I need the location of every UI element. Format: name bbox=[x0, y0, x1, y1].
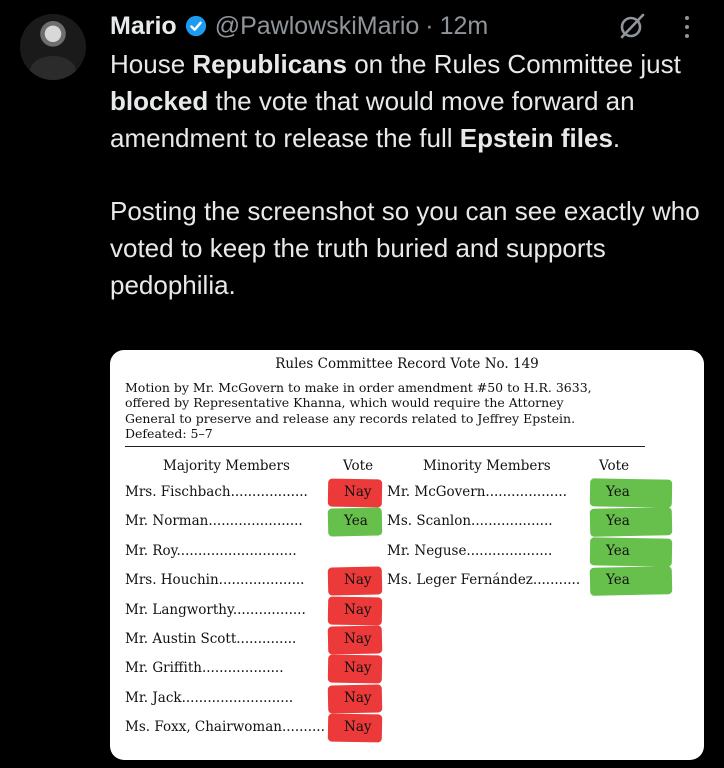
author-avatar[interactable] bbox=[20, 14, 86, 80]
grok-slash-icon[interactable] bbox=[618, 12, 646, 40]
majority-vote-4: Nay bbox=[344, 601, 372, 618]
majority-member-7: Mr. Jack.......................... bbox=[125, 689, 294, 706]
author-name[interactable]: Mario bbox=[110, 11, 177, 40]
minority-vote-highlight-3 bbox=[590, 566, 673, 596]
vote-header-2: Vote bbox=[599, 458, 630, 474]
tweet-paragraph-2: Posting the screenshot so you can see exactly who voted to keep the truth buried and supports pedophilia. bbox=[110, 196, 700, 300]
majority-member-4: Mr. Langworthy................. bbox=[125, 601, 306, 618]
majority-vote-5: Nay bbox=[344, 631, 372, 647]
timestamp[interactable]: 12m bbox=[439, 11, 489, 40]
minority-vote-3: Yea bbox=[606, 572, 630, 589]
majority-vote-1: Yea bbox=[344, 513, 368, 530]
majority-vote-0: Nay bbox=[344, 484, 372, 500]
tweet-body bbox=[110, 46, 710, 304]
majority-member-8: Ms. Foxx, Chairwoman.......... bbox=[125, 719, 325, 736]
divider bbox=[125, 446, 645, 447]
majority-member-5: Mr. Austin Scott.............. bbox=[125, 631, 297, 647]
vote-header: Vote bbox=[343, 458, 374, 474]
tweet-header bbox=[110, 8, 488, 44]
majority-vote-3: Nay bbox=[344, 572, 372, 589]
more-options-icon[interactable] bbox=[680, 12, 694, 42]
majority-vote-8: Nay bbox=[344, 719, 372, 736]
minority-member-1: Ms. Scanlon................... bbox=[387, 513, 553, 530]
minority-vote-highlight-2 bbox=[590, 537, 672, 566]
record-vote-title: Rules Committee Record Vote No. 149 bbox=[275, 356, 539, 372]
majority-member-2: Mr. Roy............................ bbox=[125, 542, 297, 559]
majority-vote-7: Nay bbox=[344, 689, 372, 706]
majority-vote-6: Nay bbox=[344, 660, 372, 677]
majority-member-0: Mrs. Fischbach.................. bbox=[125, 484, 308, 500]
minority-vote-2: Yea bbox=[606, 542, 630, 559]
tweet-paragraph-1: House Republicans on the Rules Committee just blocked the vote that would move forward an amendment to release the full Epstein files. bbox=[110, 49, 681, 153]
majority-member-1: Mr. Norman...................... bbox=[125, 513, 303, 530]
minority-member-0: Mr. McGovern................... bbox=[387, 484, 567, 500]
separator-dot: · bbox=[425, 11, 434, 40]
majority-member-3: Mrs. Houchin.................... bbox=[125, 572, 305, 589]
verified-badge-icon bbox=[185, 15, 207, 37]
minority-vote-highlight-0 bbox=[590, 478, 672, 507]
motion-text: Motion by Mr. McGovern to make in order amendment #50 to H.R. 3633, offered by Representative Khanna, which would require the Attorney General to preserve and release any records related to Jeffrey Epstein. Defeated: 5–7 bbox=[125, 380, 592, 442]
minority-vote-1: Yea bbox=[606, 513, 630, 530]
attached-image[interactable] bbox=[110, 350, 704, 760]
minority-member-2: Mr. Neguse.................... bbox=[387, 542, 553, 559]
author-handle[interactable]: @PawlowskiMario bbox=[214, 11, 420, 40]
minority-vote-0: Yea bbox=[606, 484, 630, 500]
minority-member-3: Ms. Leger Fernández........... bbox=[387, 572, 581, 589]
majority-header: Majority Members bbox=[163, 458, 290, 474]
minority-vote-highlight-1 bbox=[590, 508, 673, 538]
majority-member-6: Mr. Griffith................... bbox=[125, 660, 284, 677]
minority-header: Minority Members bbox=[423, 458, 551, 474]
